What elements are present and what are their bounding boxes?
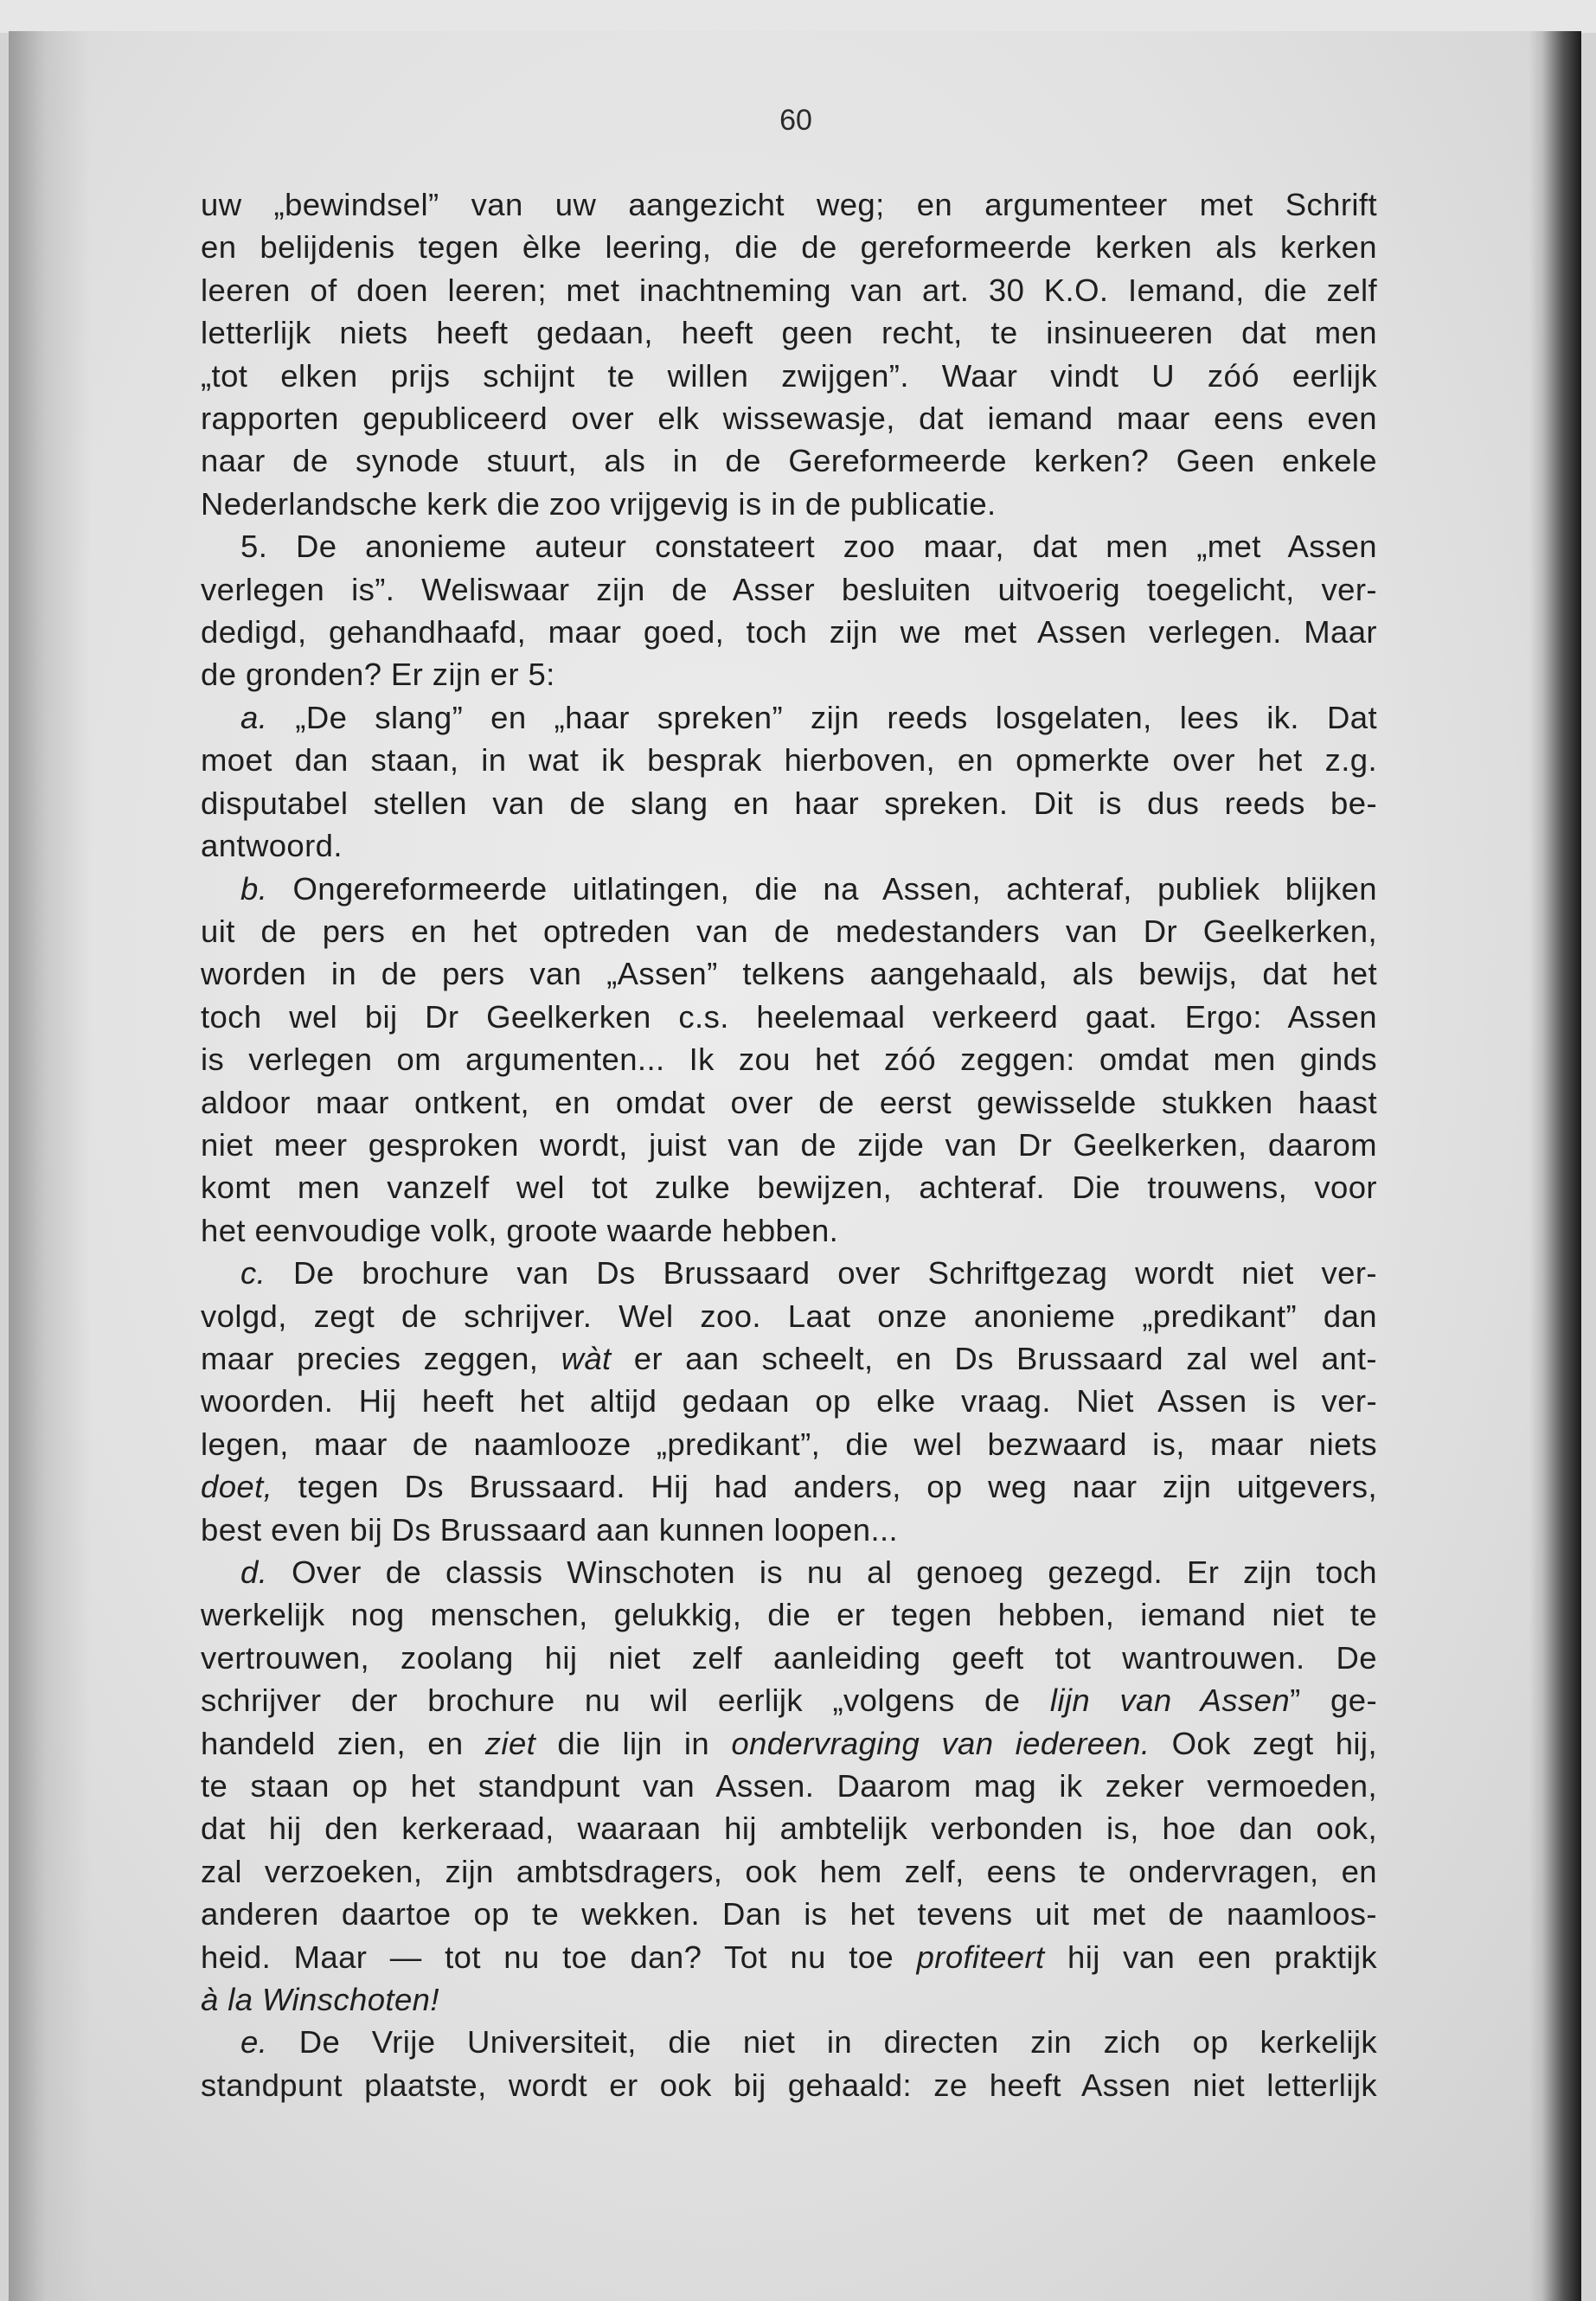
text-run: uw „bewindsel” van uw aangezicht weg; en argumenteer met Schrift	[201, 187, 1377, 222]
text-line	[201, 653, 1377, 695]
italic-text: lijn van Assen	[1049, 1682, 1291, 1719]
text-line	[201, 2064, 1377, 2106]
text-run: komt men vanzelf wel tot zulke bewijzen, achteraf. Die trouwens, voor	[201, 1170, 1377, 1206]
text-line	[201, 568, 1377, 611]
text-run: Ook zegt hij,	[1150, 1725, 1377, 1761]
text-line	[201, 1551, 1377, 1593]
text-line	[201, 2021, 1377, 2063]
italic-text: e.	[240, 2024, 268, 2061]
text-run: Ongereformeerde uitlatingen, die na Assen, achteraf, publiek blijken	[267, 870, 1377, 907]
italic-text: b.	[240, 870, 268, 907]
text-run: Nederlandsche kerk die zoo vrijgevig is in de publicatie.	[201, 485, 997, 522]
text-line	[201, 1038, 1377, 1080]
text-run: uit de pers en het optreden van de medestanders van Dr Geelkerken,	[201, 913, 1377, 949]
text-line	[201, 952, 1377, 995]
text-line	[201, 1423, 1377, 1465]
text-run: zal verzoeken, zijn ambtsdragers, ook hem zelf, eens te ondervragen, en	[201, 1853, 1377, 1889]
text-run: „tot elken prijs schijnt te willen zwijgen”. Waar vindt U zóó eerlijk	[201, 357, 1377, 394]
text-line	[201, 269, 1377, 311]
text-line	[201, 355, 1377, 397]
text-line	[201, 483, 1377, 525]
text-run: leeren of doen leeren; met inachtneming van art. 30 K.O. Iemand, die zelf	[201, 272, 1377, 308]
page-number: 60	[779, 104, 812, 137]
text-line	[201, 1679, 1377, 1721]
text-line	[201, 1252, 1377, 1294]
text-run: anderen daartoe op te wekken. Dan is het tevens uit met de naamloos-	[201, 1896, 1377, 1932]
text-run: te staan op het standpunt van Assen. Daarom mag ik zeker vermoeden,	[201, 1768, 1377, 1804]
text-line	[201, 1893, 1377, 1935]
italic-text: ziet	[484, 1725, 536, 1761]
text-line	[201, 1593, 1377, 1636]
text-line	[201, 868, 1377, 910]
text-line	[201, 910, 1377, 952]
text-line	[201, 439, 1377, 482]
text-run: schrijver der brochure nu wil eerlijk „volgens de	[201, 1682, 1050, 1719]
text-run: maar precies zeggen,	[201, 1340, 561, 1376]
italic-text: d.	[240, 1554, 268, 1590]
text-run: volgd, zegt de schrijver. Wel zoo. Laat onze anonieme „predikant” dan	[201, 1298, 1377, 1334]
text-run: naar de synode stuurt, als in de Gereformeerde kerken? Geen enkele	[201, 443, 1377, 479]
text-run: disputabel stellen van de slang en haar spreken. Dit is dus reeds be-	[201, 785, 1377, 821]
text-run: moet dan staan, in wat ik besprak hierboven, en opmerkte over het z.g.	[201, 742, 1377, 779]
text-run: dedigd, gehandhaafd, maar goed, toch zijn we met Assen verlegen. Maar	[201, 614, 1377, 651]
text-line	[201, 311, 1377, 354]
text-line	[201, 1637, 1377, 1679]
text-line	[201, 739, 1377, 781]
text-line	[201, 1465, 1377, 1508]
text-run: er aan scheelt, en Ds Brussaard zal wel ant-	[611, 1340, 1377, 1376]
text-run: hij van een praktijk	[1044, 1939, 1377, 1975]
text-run: de gronden? Er zijn er 5:	[201, 657, 555, 693]
text-line	[201, 1337, 1377, 1380]
text-run: standpunt plaatste, wordt er ook bij gehaald: ze heeft Assen niet letterlijk	[201, 2067, 1377, 2103]
italic-text: profiteert	[916, 1939, 1045, 1975]
text-run: dat hij den kerkeraad, waaraan hij ambtelijk verbonden is, hoe dan ook,	[201, 1811, 1377, 1847]
text-line	[201, 1295, 1377, 1337]
italic-text: à la Winschoten!	[201, 1982, 439, 2018]
text-run: handeld zien, en	[201, 1725, 485, 1761]
text-run: vertrouwen, zoolang hij niet zelf aanleiding geeft tot wantrouwen. De	[201, 1639, 1377, 1676]
text-run: „De slang” en „haar spreken” zijn reeds losgelaten, lees ik. Dat	[267, 699, 1377, 735]
text-line	[201, 1978, 1377, 2021]
text-line	[201, 1209, 1377, 1252]
text-run: tegen Ds Brussaard. Hij had anders, op weg naar zijn uitgevers,	[272, 1469, 1377, 1505]
text-line	[201, 996, 1377, 1038]
text-run: niet meer gesproken wordt, juist van de zijde van Dr Geelkerken, daarom	[201, 1126, 1377, 1163]
scan-top-margin	[0, 0, 1596, 33]
text-run: legen, maar de naamlooze „predikant”, die wel bezwaard is, maar niets	[201, 1426, 1377, 1462]
text-line	[201, 782, 1377, 824]
italic-text: doet,	[201, 1469, 273, 1505]
text-line	[201, 1936, 1377, 1978]
text-run: rapporten gepubliceerd over elk wissewasje, dat iemand maar eens even	[201, 401, 1377, 437]
text-line	[201, 1765, 1377, 1807]
text-run: Over de classis Winschoten is nu al genoeg gezegd. Er zijn toch	[267, 1554, 1377, 1590]
text-run: werkelijk nog menschen, gelukkig, die er tegen hebben, iemand niet te	[201, 1597, 1377, 1633]
text-run: ” ge-	[1290, 1682, 1377, 1719]
text-run: letterlijk niets heeft gedaan, heeft geen recht, te insinueeren dat men	[201, 315, 1377, 351]
text-run: woorden. Hij heeft het altijd gedaan op elke vraag. Niet Assen is ver-	[201, 1383, 1377, 1420]
italic-text: a.	[240, 699, 268, 735]
text-line	[201, 1807, 1377, 1849]
text-run: verlegen is”. Weliswaar zijn de Asser besluiten uitvoerig toegelicht, ver-	[201, 571, 1377, 607]
text-run: en belijdenis tegen èlke leering, die de gereformeerde kerken als kerken	[201, 229, 1377, 266]
text-run: het eenvoudige volk, groote waarde hebben.	[201, 1212, 839, 1248]
text-run: worden in de pers van „Assen” telkens aangehaald, als bewijs, dat het	[201, 956, 1377, 992]
text-line	[201, 183, 1377, 226]
text-line	[201, 824, 1377, 867]
text-line	[201, 696, 1377, 739]
text-line	[201, 1380, 1377, 1422]
text-run: aldoor maar ontkent, en omdat over de eerst gewisselde stukken haast	[201, 1084, 1377, 1120]
text-line	[201, 1124, 1377, 1166]
page-edge-shadow	[1529, 31, 1581, 2301]
text-line	[201, 1722, 1377, 1765]
text-run: die lijn in	[535, 1725, 732, 1761]
text-run: De Vrije Universiteit, die niet in directen zin zich op kerkelijk	[267, 2024, 1377, 2061]
page-gutter-shadow	[9, 31, 91, 2301]
text-line	[201, 1081, 1377, 1124]
text-line	[201, 1509, 1377, 1551]
text-line	[201, 1166, 1377, 1208]
italic-text: c.	[240, 1255, 266, 1292]
text-run: heid. Maar — tot nu toe dan? Tot nu toe	[201, 1939, 917, 1975]
italic-text: wàt	[561, 1340, 612, 1376]
text-run: antwoord.	[201, 828, 343, 864]
text-line	[201, 397, 1377, 439]
text-line	[201, 1850, 1377, 1893]
text-run: De brochure van Ds Brussaard over Schriftgezag wordt niet ver-	[266, 1255, 1377, 1292]
italic-text: ondervraging van iedereen.	[731, 1725, 1151, 1761]
text-run: best even bij Ds Brussaard aan kunnen loopen...	[201, 1511, 899, 1548]
body-text	[201, 183, 1377, 2106]
text-line	[201, 611, 1377, 653]
text-line	[201, 226, 1377, 268]
text-run: toch wel bij Dr Geelkerken c.s. heelemaal verkeerd gaat. Ergo: Assen	[201, 998, 1377, 1035]
text-run: is verlegen om argumenten... Ik zou het zóó zeggen: omdat men ginds	[201, 1042, 1377, 1078]
text-run: 5. De anonieme auteur constateert zoo maar, dat men „met Assen	[240, 529, 1377, 565]
text-line	[201, 525, 1377, 567]
